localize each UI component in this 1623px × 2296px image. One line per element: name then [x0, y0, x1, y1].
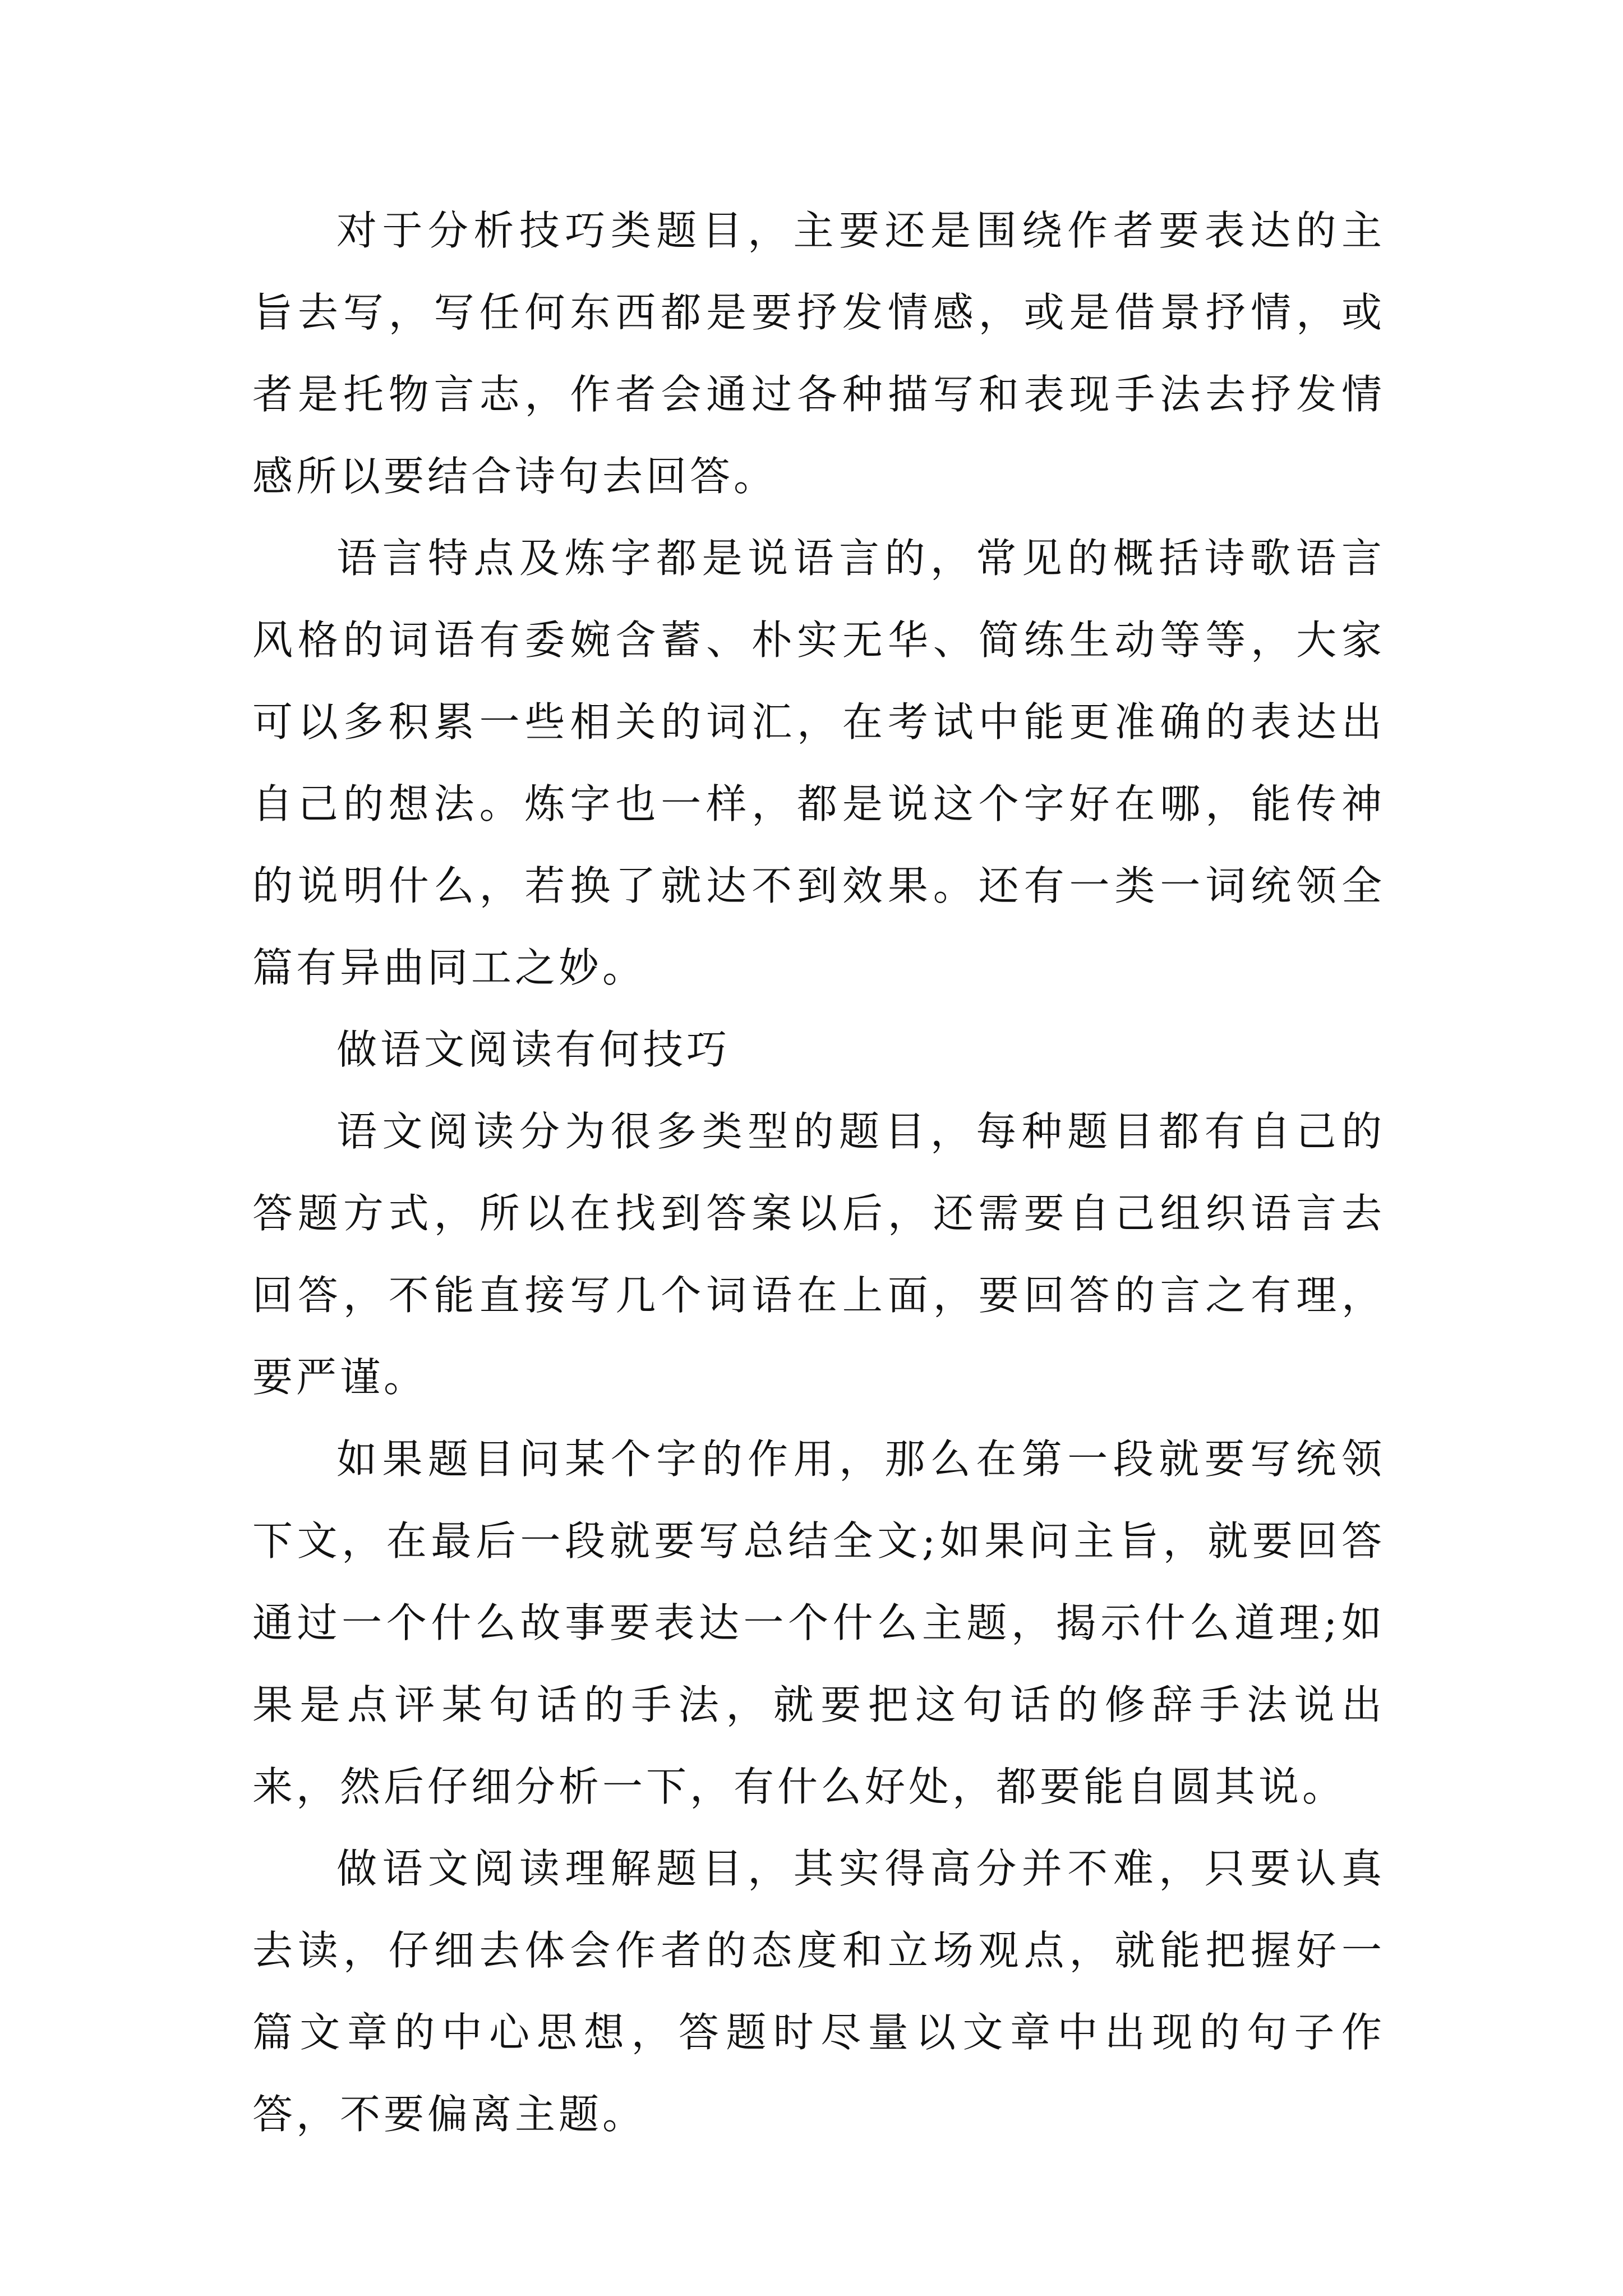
paragraph-answer-methods: 如果题目问某个字的作用，那么在第一段就要写统领下文，在最后一段就要写总结全文;如果问主旨，就要回答通过一个什么故事要表达一个什么主题，揭示什么道理;如果是点评某句话的手法，就要把这句话的修辞手法说出来，然后仔细分析一下，有什么好处，都要能自圆其说。: [252, 1435, 1385, 1810]
document-body: [252, 190, 1385, 2155]
section-heading: 做语文阅读有何技巧: [336, 1026, 731, 1073]
paragraph-analysis-skills: 对于分析技巧类题目，主要还是围绕作者要表达的主旨去写，写任何东西都是要抒发情感，或是借景抒情，或者是托物言志，作者会通过各种描写和表现手法去抒发情感所以要结合诗句去回答。: [252, 207, 1385, 500]
paragraph-question-types: 语文阅读分为很多类型的题目，每种题目都有自己的答题方式，所以在找到答案以后，还需要自己组织语言去回答，不能直接写几个词语在上面，要回答的言之有理，要严谨。: [252, 1108, 1385, 1401]
paragraph-language-features: 语言特点及炼字都是说语言的，常见的概括诗歌语言风格的词语有委婉含蓄、朴实无华、简练生动等等，大家可以多积累一些相关的词汇，在考试中能更准确的表达出自己的想法。炼字也一样，都是说这个字好在哪，能传神的说明什么，若换了就达不到效果。还有一类一词统领全篇有异曲同工之妙。: [252, 535, 1385, 991]
paragraph-high-score: 做语文阅读理解题目，其实得高分并不难，只要认真去读，仔细去体会作者的态度和立场观点，就能把握好一篇文章的中心思想，答题时尽量以文章中出现的句子作答，不要偏离主题。: [252, 1845, 1385, 2138]
